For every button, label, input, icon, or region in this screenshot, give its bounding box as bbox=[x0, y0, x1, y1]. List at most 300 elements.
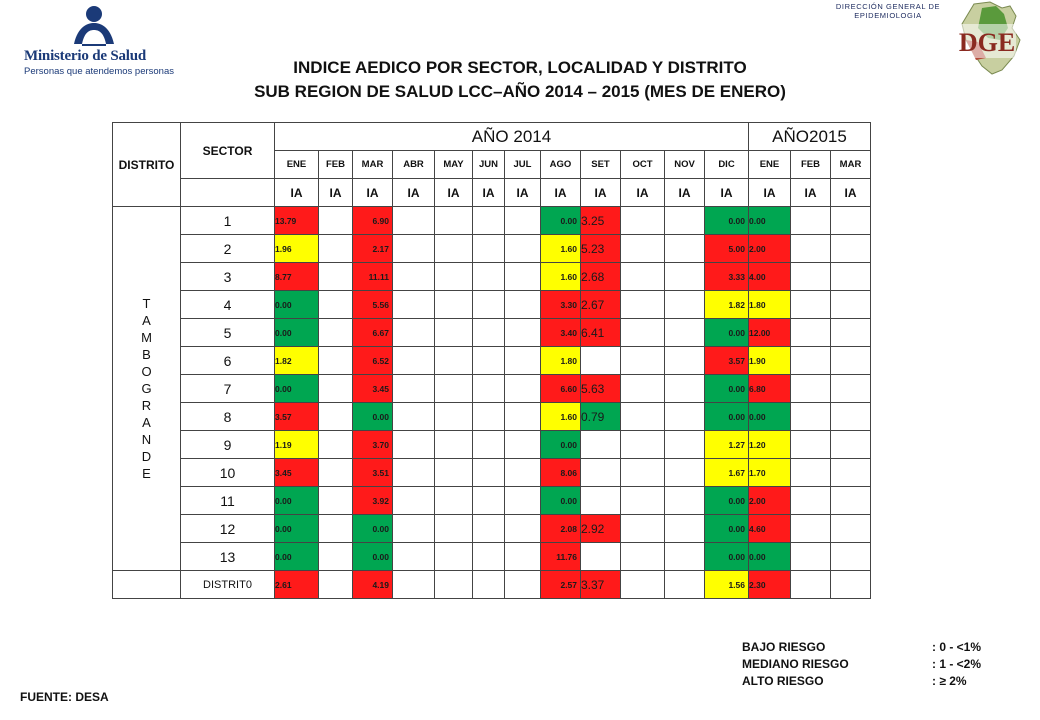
empty-cell bbox=[435, 207, 473, 235]
empty-cell bbox=[581, 431, 621, 459]
ia-value-cell: 2.00 bbox=[749, 235, 791, 263]
empty-cell bbox=[393, 291, 435, 319]
table-row bbox=[113, 459, 871, 487]
sector-cell: 7 bbox=[181, 375, 275, 403]
ia-value-cell: 1.70 bbox=[749, 459, 791, 487]
empty-cell bbox=[791, 459, 831, 487]
table-row bbox=[113, 571, 871, 599]
ia-value-cell: 3.57 bbox=[705, 347, 749, 375]
ministry-emblem-icon bbox=[18, 4, 178, 48]
ia-value-cell: 1.60 bbox=[541, 235, 581, 263]
ia-header: IA bbox=[831, 179, 871, 207]
empty-cell bbox=[665, 235, 705, 263]
empty-cell bbox=[621, 263, 665, 291]
legend-range: : 1 - <2% bbox=[932, 657, 982, 671]
empty-cell bbox=[831, 375, 871, 403]
district-letter: M bbox=[141, 330, 152, 345]
empty-cell bbox=[393, 543, 435, 571]
ia-value-cell: 1.56 bbox=[705, 571, 749, 599]
ia-value-cell: 1.20 bbox=[749, 431, 791, 459]
month-header: MAY bbox=[435, 151, 473, 179]
ia-value-cell: 2.61 bbox=[275, 571, 319, 599]
ia-value-cell: 3.45 bbox=[275, 459, 319, 487]
empty-cell bbox=[665, 515, 705, 543]
ia-value-cell: 0.00 bbox=[541, 431, 581, 459]
ia-value-cell: 2.08 bbox=[541, 515, 581, 543]
empty-cell bbox=[505, 235, 541, 263]
ministry-tagline: Personas que atendemos personas bbox=[24, 66, 174, 77]
empty-cell bbox=[581, 347, 621, 375]
empty-cell bbox=[473, 487, 505, 515]
ia-value-cell: 6.90 bbox=[353, 207, 393, 235]
month-header: NOV bbox=[665, 151, 705, 179]
ia-value-cell: 0.00 bbox=[705, 543, 749, 571]
ia-value-cell: 1.96 bbox=[275, 235, 319, 263]
ia-value-cell: 0.00 bbox=[749, 403, 791, 431]
empty-cell bbox=[319, 487, 353, 515]
empty-cell bbox=[621, 403, 665, 431]
empty-cell bbox=[831, 403, 871, 431]
empty-cell bbox=[473, 375, 505, 403]
table-row bbox=[113, 375, 871, 403]
ia-value-cell: 2.92 bbox=[581, 515, 621, 543]
empty-cell bbox=[393, 515, 435, 543]
table-row bbox=[113, 403, 871, 431]
sector-cell: 5 bbox=[181, 319, 275, 347]
agency-name bbox=[826, 2, 950, 20]
sector-cell: 11 bbox=[181, 487, 275, 515]
ia-header: IA bbox=[353, 179, 393, 207]
month-header: FEB bbox=[319, 151, 353, 179]
empty-cell bbox=[665, 375, 705, 403]
empty-cell bbox=[831, 207, 871, 235]
empty-cell bbox=[791, 571, 831, 599]
empty-cell bbox=[831, 319, 871, 347]
ia-value-cell: 6.41 bbox=[581, 319, 621, 347]
empty-cell bbox=[505, 403, 541, 431]
agency-name-line1: DIRECCIÓN GENERAL DE bbox=[835, 2, 941, 11]
ia-header: IA bbox=[435, 179, 473, 207]
empty-cell bbox=[473, 571, 505, 599]
ia-header: IA bbox=[473, 179, 505, 207]
empty-cell bbox=[621, 487, 665, 515]
ia-value-cell: 2.67 bbox=[581, 291, 621, 319]
ia-value-cell: 2.00 bbox=[749, 487, 791, 515]
empty-cell bbox=[505, 263, 541, 291]
ia-header: IA bbox=[621, 179, 665, 207]
empty-cell bbox=[505, 375, 541, 403]
month-header: JUL bbox=[505, 151, 541, 179]
empty-cell bbox=[791, 543, 831, 571]
ia-value-cell: 3.51 bbox=[353, 459, 393, 487]
ia-value-cell: 6.52 bbox=[353, 347, 393, 375]
ia-value-cell: 0.79 bbox=[581, 403, 621, 431]
empty-cell bbox=[435, 291, 473, 319]
empty-cell bbox=[393, 235, 435, 263]
month-header: OCT bbox=[621, 151, 665, 179]
legend-row bbox=[742, 674, 981, 691]
empty-cell bbox=[393, 263, 435, 291]
empty-cell bbox=[473, 515, 505, 543]
sector-cell: 8 bbox=[181, 403, 275, 431]
month-header: SET bbox=[581, 151, 621, 179]
ia-value-cell: 0.00 bbox=[749, 543, 791, 571]
empty-cell bbox=[665, 431, 705, 459]
sector-cell: 10 bbox=[181, 459, 275, 487]
empty-cell bbox=[393, 431, 435, 459]
empty-cell bbox=[665, 571, 705, 599]
aedic-index-table bbox=[112, 122, 871, 599]
empty-cell bbox=[665, 319, 705, 347]
district-letter: R bbox=[141, 398, 152, 413]
empty-cell bbox=[665, 347, 705, 375]
ia-value-cell: 3.45 bbox=[353, 375, 393, 403]
ia-value-cell: 3.37 bbox=[581, 571, 621, 599]
ia-value-cell: 1.27 bbox=[705, 431, 749, 459]
ia-value-cell: 1.60 bbox=[541, 263, 581, 291]
ia-value-cell: 3.57 bbox=[275, 403, 319, 431]
empty-cell bbox=[831, 543, 871, 571]
legend-row bbox=[742, 657, 981, 674]
empty-cell bbox=[319, 263, 353, 291]
empty-cell bbox=[393, 375, 435, 403]
empty-cell bbox=[435, 319, 473, 347]
empty-cell bbox=[393, 347, 435, 375]
ia-header: IA bbox=[319, 179, 353, 207]
empty-cell bbox=[319, 207, 353, 235]
empty-cell bbox=[621, 207, 665, 235]
empty-cell bbox=[665, 543, 705, 571]
ia-value-cell: 0.00 bbox=[353, 515, 393, 543]
ia-value-cell: 1.90 bbox=[749, 347, 791, 375]
ia-header: IA bbox=[275, 179, 319, 207]
year-2015-header: AÑO2015 bbox=[749, 123, 871, 151]
ia-value-cell: 0.00 bbox=[275, 515, 319, 543]
ia-header: IA bbox=[665, 179, 705, 207]
ia-header: IA bbox=[749, 179, 791, 207]
table-row bbox=[113, 291, 871, 319]
sector-cell: 6 bbox=[181, 347, 275, 375]
ia-value-cell: 0.00 bbox=[749, 207, 791, 235]
empty-cell bbox=[505, 347, 541, 375]
month-header: ENE bbox=[749, 151, 791, 179]
empty-cell bbox=[791, 263, 831, 291]
empty-cell bbox=[393, 319, 435, 347]
empty-cell bbox=[473, 207, 505, 235]
empty-cell bbox=[831, 431, 871, 459]
empty-cell bbox=[393, 571, 435, 599]
empty-cell bbox=[505, 291, 541, 319]
month-header: FEB bbox=[791, 151, 831, 179]
empty-cell bbox=[435, 543, 473, 571]
empty-cell bbox=[393, 487, 435, 515]
empty-cell bbox=[393, 403, 435, 431]
month-header: ENE bbox=[275, 151, 319, 179]
empty-cell bbox=[319, 403, 353, 431]
empty-cell bbox=[791, 291, 831, 319]
ia-value-cell: 0.00 bbox=[275, 291, 319, 319]
empty-cell bbox=[621, 515, 665, 543]
ia-value-cell: 0.00 bbox=[275, 319, 319, 347]
empty-cell bbox=[435, 263, 473, 291]
empty-cell bbox=[435, 347, 473, 375]
month-header: ABR bbox=[393, 151, 435, 179]
dge-peru-map-logo bbox=[952, 0, 1024, 78]
district-letter: A bbox=[142, 415, 151, 430]
empty-cell bbox=[319, 375, 353, 403]
page-title-line2: SUB REGION DE SALUD LCC–AÑO 2014 – 2015 (MES DE ENERO) bbox=[254, 82, 786, 101]
ministry-logo bbox=[18, 4, 178, 76]
empty-cell bbox=[665, 487, 705, 515]
ia-value-cell: 5.56 bbox=[353, 291, 393, 319]
empty-cell bbox=[505, 459, 541, 487]
empty-cell bbox=[393, 459, 435, 487]
ia-value-cell: 0.00 bbox=[705, 515, 749, 543]
ia-value-cell: 0.00 bbox=[275, 375, 319, 403]
empty-cell bbox=[505, 487, 541, 515]
ia-value-cell: 4.60 bbox=[749, 515, 791, 543]
empty-cell bbox=[831, 487, 871, 515]
risk-legend bbox=[742, 640, 981, 691]
empty-cell bbox=[831, 347, 871, 375]
empty-cell bbox=[319, 431, 353, 459]
empty-cell bbox=[393, 207, 435, 235]
ia-value-cell: 1.67 bbox=[705, 459, 749, 487]
district-letter: O bbox=[141, 364, 152, 379]
ia-value-cell: 0.00 bbox=[705, 487, 749, 515]
legend-label: BAJO RIESGO bbox=[742, 640, 826, 654]
ia-value-cell: 0.00 bbox=[275, 487, 319, 515]
ia-value-cell: 0.00 bbox=[275, 543, 319, 571]
district-blank-cell bbox=[113, 571, 181, 599]
empty-cell bbox=[791, 487, 831, 515]
empty-cell bbox=[505, 319, 541, 347]
empty-cell bbox=[319, 347, 353, 375]
table-row bbox=[113, 347, 871, 375]
table-row bbox=[113, 515, 871, 543]
sector-cell: 4 bbox=[181, 291, 275, 319]
empty-cell bbox=[621, 319, 665, 347]
empty-cell bbox=[581, 543, 621, 571]
table-row bbox=[113, 319, 871, 347]
empty-cell bbox=[621, 431, 665, 459]
empty-cell bbox=[505, 207, 541, 235]
ia-value-cell: 1.82 bbox=[705, 291, 749, 319]
empty-cell bbox=[319, 235, 353, 263]
empty-cell bbox=[621, 291, 665, 319]
dge-logo-text: DGE bbox=[958, 28, 1016, 57]
empty-cell bbox=[791, 375, 831, 403]
district-letter: N bbox=[141, 432, 152, 447]
year-2014-header: AÑO 2014 bbox=[275, 123, 749, 151]
agency-name-line2: EPIDEMIOLOGIA bbox=[854, 11, 922, 20]
ia-value-cell: 1.80 bbox=[749, 291, 791, 319]
distrito-header: DISTRITO bbox=[113, 123, 181, 207]
ministry-name: Ministerio de Salud bbox=[24, 48, 147, 64]
ia-value-cell: 13.79 bbox=[275, 207, 319, 235]
empty-cell bbox=[319, 543, 353, 571]
ia-value-cell: 1.60 bbox=[541, 403, 581, 431]
empty-cell bbox=[319, 459, 353, 487]
legend-label: ALTO RIESGO bbox=[742, 674, 824, 688]
empty-cell bbox=[505, 543, 541, 571]
empty-cell bbox=[435, 571, 473, 599]
empty-cell bbox=[435, 403, 473, 431]
empty-cell bbox=[473, 347, 505, 375]
empty-cell bbox=[473, 403, 505, 431]
sector-header: SECTOR bbox=[181, 123, 275, 179]
ia-value-cell: 0.00 bbox=[353, 543, 393, 571]
ia-value-cell: 3.70 bbox=[353, 431, 393, 459]
empty-cell bbox=[505, 515, 541, 543]
ia-value-cell: 11.76 bbox=[541, 543, 581, 571]
month-header: MAR bbox=[831, 151, 871, 179]
empty-cell bbox=[473, 319, 505, 347]
ia-value-cell: 8.06 bbox=[541, 459, 581, 487]
empty-cell bbox=[791, 235, 831, 263]
legend-label: MEDIANO RIESGO bbox=[742, 657, 849, 671]
empty-cell bbox=[791, 319, 831, 347]
sector-cell: 2 bbox=[181, 235, 275, 263]
district-letter: G bbox=[141, 381, 152, 396]
empty-cell bbox=[791, 403, 831, 431]
ia-header: IA bbox=[705, 179, 749, 207]
ia-header: IA bbox=[393, 179, 435, 207]
district-letter: D bbox=[141, 449, 152, 464]
ia-value-cell: 2.17 bbox=[353, 235, 393, 263]
ia-value-cell: 0.00 bbox=[705, 375, 749, 403]
month-header: DIC bbox=[705, 151, 749, 179]
empty-cell bbox=[435, 515, 473, 543]
empty-cell bbox=[791, 347, 831, 375]
ia-value-cell: 0.00 bbox=[705, 319, 749, 347]
empty-cell bbox=[791, 431, 831, 459]
table-row bbox=[113, 263, 871, 291]
ia-value-cell: 3.30 bbox=[541, 291, 581, 319]
empty-cell bbox=[621, 543, 665, 571]
district-letter: T bbox=[142, 296, 151, 311]
ia-value-cell: 6.67 bbox=[353, 319, 393, 347]
ia-value-cell: 0.00 bbox=[705, 207, 749, 235]
ia-value-cell: 11.11 bbox=[353, 263, 393, 291]
table-row bbox=[113, 543, 871, 571]
empty-cell bbox=[473, 291, 505, 319]
sector-cell: DISTRIT0 bbox=[181, 571, 275, 599]
empty-cell bbox=[505, 431, 541, 459]
table-row bbox=[113, 431, 871, 459]
empty-cell bbox=[621, 459, 665, 487]
month-header: AGO bbox=[541, 151, 581, 179]
empty-cell bbox=[581, 487, 621, 515]
empty-cell bbox=[581, 459, 621, 487]
ia-value-cell: 4.00 bbox=[749, 263, 791, 291]
legend-range: : ≥ 2% bbox=[932, 674, 967, 688]
ia-value-cell: 2.30 bbox=[749, 571, 791, 599]
empty-cell bbox=[831, 263, 871, 291]
district-letter: A bbox=[142, 313, 151, 328]
empty-cell bbox=[831, 459, 871, 487]
empty-cell bbox=[665, 263, 705, 291]
empty-cell bbox=[435, 235, 473, 263]
source-note: FUENTE: DESA bbox=[20, 690, 109, 704]
ia-value-cell: 0.00 bbox=[353, 403, 393, 431]
empty-cell bbox=[621, 347, 665, 375]
empty-cell bbox=[621, 571, 665, 599]
empty-cell bbox=[665, 403, 705, 431]
ia-header: IA bbox=[541, 179, 581, 207]
ia-header: IA bbox=[791, 179, 831, 207]
empty-cell bbox=[791, 515, 831, 543]
table-row bbox=[113, 487, 871, 515]
ia-value-cell: 1.80 bbox=[541, 347, 581, 375]
ia-value-cell: 5.00 bbox=[705, 235, 749, 263]
empty-cell bbox=[665, 207, 705, 235]
sector-cell: 12 bbox=[181, 515, 275, 543]
empty-cell bbox=[319, 291, 353, 319]
legend-range: : 0 - <1% bbox=[932, 640, 982, 654]
ia-value-cell: 2.57 bbox=[541, 571, 581, 599]
empty-cell bbox=[319, 319, 353, 347]
ia-value-cell: 3.92 bbox=[353, 487, 393, 515]
ia-value-cell: 5.63 bbox=[581, 375, 621, 403]
sector-cell: 13 bbox=[181, 543, 275, 571]
district-letter: B bbox=[142, 347, 151, 362]
empty-cell bbox=[831, 515, 871, 543]
ia-value-cell: 6.80 bbox=[749, 375, 791, 403]
ia-value-cell: 0.00 bbox=[541, 207, 581, 235]
ia-value-cell: 3.25 bbox=[581, 207, 621, 235]
empty-cell bbox=[435, 431, 473, 459]
empty-cell bbox=[435, 459, 473, 487]
legend-row bbox=[742, 640, 981, 657]
sector-cell: 1 bbox=[181, 207, 275, 235]
ia-value-cell: 3.40 bbox=[541, 319, 581, 347]
sector-cell: 9 bbox=[181, 431, 275, 459]
empty-cell bbox=[435, 487, 473, 515]
empty-cell bbox=[665, 459, 705, 487]
empty-cell bbox=[831, 291, 871, 319]
month-header: JUN bbox=[473, 151, 505, 179]
ia-value-cell: 6.60 bbox=[541, 375, 581, 403]
page-title-line1: INDICE AEDICO POR SECTOR, LOCALIDAD Y DISTRITO bbox=[293, 58, 747, 77]
month-header: MAR bbox=[353, 151, 393, 179]
ia-value-cell: 4.19 bbox=[353, 571, 393, 599]
table-row bbox=[113, 207, 871, 235]
empty-cell bbox=[665, 291, 705, 319]
table-row bbox=[113, 235, 871, 263]
ia-value-cell: 0.00 bbox=[705, 403, 749, 431]
ia-value-cell: 1.19 bbox=[275, 431, 319, 459]
ia-value-cell: 5.23 bbox=[581, 235, 621, 263]
empty-cell bbox=[473, 459, 505, 487]
sector-cell: 3 bbox=[181, 263, 275, 291]
ia-value-cell: 3.33 bbox=[705, 263, 749, 291]
ia-value-cell: 1.82 bbox=[275, 347, 319, 375]
empty-cell bbox=[319, 571, 353, 599]
empty-cell bbox=[831, 235, 871, 263]
ia-value-cell: 0.00 bbox=[541, 487, 581, 515]
empty-cell bbox=[505, 571, 541, 599]
empty-cell bbox=[473, 431, 505, 459]
district-name-vertical bbox=[113, 207, 181, 571]
ia-value-cell: 2.68 bbox=[581, 263, 621, 291]
empty-cell bbox=[621, 235, 665, 263]
ia-header: IA bbox=[581, 179, 621, 207]
empty-cell bbox=[473, 263, 505, 291]
ia-value-cell: 12.00 bbox=[749, 319, 791, 347]
empty-cell bbox=[831, 571, 871, 599]
empty-cell bbox=[791, 207, 831, 235]
